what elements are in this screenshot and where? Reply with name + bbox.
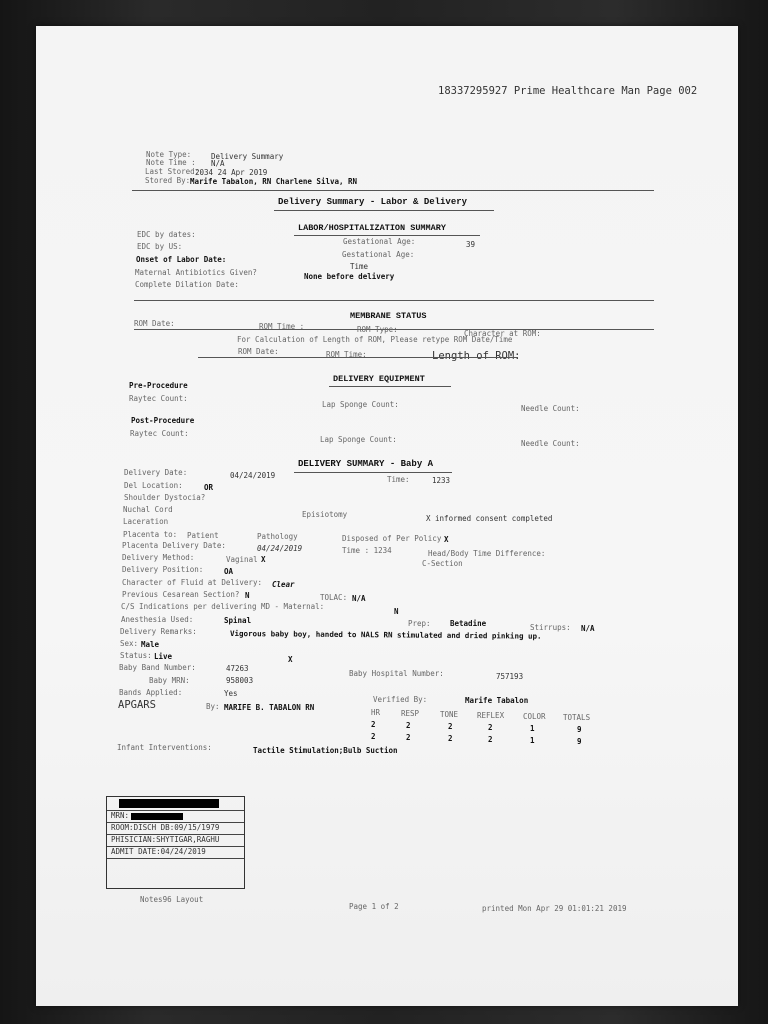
head-body-label: Head/Body Time Difference: bbox=[428, 549, 546, 558]
apgar-cell: 2 bbox=[371, 732, 376, 741]
method-label: Delivery Method: bbox=[122, 553, 195, 562]
hospital-number-value: 757193 bbox=[496, 672, 524, 681]
apgar-col-reflex: REFLEX bbox=[477, 711, 505, 720]
divider bbox=[198, 357, 518, 358]
page-title: Delivery Summary - Labor & Delivery bbox=[278, 197, 468, 207]
rom-time-label: ROM Time : bbox=[259, 322, 305, 331]
apgar-cell: 2 bbox=[448, 734, 453, 743]
fluid-label: Character of Fluid at Delivery: bbox=[122, 578, 262, 587]
laceration-label: Laceration bbox=[123, 517, 169, 526]
hospital-number-label: Baby Hospital Number: bbox=[349, 669, 444, 678]
prep-label: Prep: bbox=[408, 619, 431, 628]
placenta-date-label: Placenta Delivery Date: bbox=[122, 541, 226, 550]
band-number-label: Baby Band Number: bbox=[119, 663, 196, 672]
id-room-row: ROOM:DISCH DB:09/15/1979 bbox=[107, 822, 244, 832]
redaction-bar bbox=[119, 799, 219, 808]
placenta-patient: Patient bbox=[187, 531, 219, 540]
onset-label: Onset of Labor Date: bbox=[136, 255, 227, 264]
prep-value: Betadine bbox=[450, 619, 487, 628]
anesthesia-label: Anesthesia Used: bbox=[121, 615, 194, 624]
time-value: 1233 bbox=[432, 476, 451, 485]
shoulder-dystocia-label: Shoulder Dystocia? bbox=[124, 493, 206, 502]
apgar-cell: 2 bbox=[406, 721, 411, 730]
placenta-pathology: Pathology bbox=[257, 532, 298, 541]
method-mark: X bbox=[261, 555, 266, 564]
nuchal-cord-label: Nuchal Cord bbox=[123, 505, 173, 514]
footer-printed: printed Mon Apr 29 01:01:21 2019 bbox=[482, 904, 627, 913]
apgar-cell: 2 bbox=[371, 720, 376, 729]
fluid-value: Clear bbox=[272, 580, 295, 589]
lap-sponge-label-2: Lap Sponge Count: bbox=[320, 435, 397, 444]
note-time-value: N/A bbox=[211, 159, 225, 168]
needle-count-label-2: Needle Count: bbox=[521, 439, 580, 448]
labor-underline bbox=[294, 235, 480, 236]
edc-us-label: EDC by US: bbox=[137, 242, 183, 251]
rom-date-label: ROM Date: bbox=[134, 319, 175, 328]
title-underline bbox=[274, 210, 494, 211]
apgar-cell: 2 bbox=[448, 722, 453, 731]
apgar-cell: 1 bbox=[530, 736, 535, 745]
divider bbox=[132, 190, 654, 191]
prev-cs-label: Previous Cesarean Section? bbox=[122, 590, 240, 599]
maternal-label: Maternal Antibiotics Given? bbox=[135, 268, 257, 277]
last-stored-value: 2034 24 Apr 2019 bbox=[195, 168, 268, 177]
bands-applied-label: Bands Applied: bbox=[119, 688, 183, 697]
apgar-col-color: COLOR bbox=[523, 712, 546, 721]
delivery-date-label: Delivery Date: bbox=[124, 468, 188, 477]
redaction-bar bbox=[131, 813, 183, 820]
calc-note: For Calculation of Length of ROM, Please retype ROM Date/Time bbox=[237, 335, 513, 344]
verified-by-label: Verified By: bbox=[373, 695, 428, 704]
bands-applied-value: Yes bbox=[224, 689, 238, 698]
lap-sponge-label: Lap Sponge Count: bbox=[322, 400, 399, 409]
apgar-cell: 2 bbox=[488, 735, 493, 744]
note-type-label: Note Type: bbox=[146, 150, 192, 159]
cs-indications-value: N bbox=[394, 607, 399, 616]
time-label: Time bbox=[350, 262, 369, 271]
baby-heading: DELIVERY SUMMARY - Baby A bbox=[298, 459, 434, 469]
labor-heading: LABOR/HOSPITALIZATION SUMMARY bbox=[298, 223, 446, 233]
status-mark: X bbox=[288, 655, 293, 664]
note-time-label: Note Time : bbox=[146, 158, 196, 167]
rom-time-label-2: ROM Time: bbox=[326, 350, 367, 359]
stirrups-value: N/A bbox=[581, 624, 595, 633]
apgar-col-hr: HR bbox=[371, 708, 381, 717]
gest-age-value: 39 bbox=[466, 240, 476, 249]
needle-count-label: Needle Count: bbox=[521, 404, 580, 413]
document-page bbox=[36, 26, 738, 1006]
episiotomy-label: Episiotomy bbox=[302, 510, 348, 519]
position-value: OA bbox=[224, 567, 234, 576]
tolac-label: TOLAC: bbox=[320, 593, 348, 602]
cs-indications-label: C/S Indications per delivering MD - Maternal: bbox=[121, 602, 325, 611]
disposed-mark: X bbox=[444, 535, 449, 544]
time-label-2: Time: bbox=[387, 475, 410, 484]
remarks-label: Delivery Remarks: bbox=[120, 627, 197, 636]
band-number-value: 47263 bbox=[226, 664, 249, 673]
apgar-col-resp: RESP bbox=[401, 709, 420, 718]
length-rom-label: Length of ROM: bbox=[432, 350, 521, 362]
rom-date-label-2: ROM Date: bbox=[238, 347, 279, 356]
prev-cs-value: N bbox=[245, 591, 250, 600]
apgar-col-totals: TOTALS bbox=[563, 713, 591, 722]
membrane-heading: MEMBRANE STATUS bbox=[350, 311, 427, 321]
dilation-label: Complete Dilation Date: bbox=[135, 280, 239, 289]
baby-underline bbox=[294, 472, 452, 473]
csection-label: C-Section bbox=[422, 559, 463, 568]
remarks-value: Vigorous baby boy, handed to NALS RN stimulated and dried pinking up. bbox=[229, 629, 542, 641]
status-value: Live bbox=[154, 652, 173, 661]
del-location-value: OR bbox=[204, 483, 214, 492]
footer-layout: Notes96 Layout bbox=[140, 895, 204, 904]
stored-by-label: Stored By: bbox=[145, 176, 191, 185]
informed-consent: X informed consent completed bbox=[426, 514, 553, 523]
pre-procedure-label: Pre-Procedure bbox=[129, 381, 188, 390]
id-mrn-row bbox=[107, 810, 244, 820]
id-mrn-label: MRN: bbox=[111, 811, 130, 820]
id-admit-row: ADMIT DATE:04/24/2019 bbox=[107, 846, 244, 856]
apgar-cell: 2 bbox=[488, 723, 493, 732]
by-label: By: bbox=[206, 702, 220, 711]
footer-page: Page 1 of 2 bbox=[349, 902, 399, 911]
anesthesia-value: Spinal bbox=[224, 616, 252, 625]
method-value: Vaginal bbox=[226, 555, 258, 564]
divider bbox=[134, 300, 654, 301]
gest-age-label: Gestational Age: bbox=[343, 237, 416, 246]
apgars-label: APGARS bbox=[118, 699, 156, 711]
delivery-date-value: 04/24/2019 bbox=[230, 471, 276, 480]
apgar-cell: 9 bbox=[577, 725, 582, 734]
gest-age-label-2: Gestational Age: bbox=[342, 250, 415, 259]
position-label: Delivery Position: bbox=[122, 565, 204, 574]
raytec-count-label: Raytec Count: bbox=[129, 394, 188, 403]
apgar-cell: 2 bbox=[406, 733, 411, 742]
equipment-heading: DELIVERY EQUIPMENT bbox=[333, 374, 425, 384]
note-type-value: Delivery Summary bbox=[211, 152, 284, 161]
id-physician-row: PHISICIAN:SHYTIGAR,RAGHU bbox=[107, 834, 244, 844]
patient-id-card bbox=[106, 796, 245, 889]
interventions-value: Tactile Stimulation;Bulb Suction bbox=[253, 746, 398, 755]
time-1234: Time : 1234 bbox=[342, 546, 392, 555]
placenta-date-value: 04/24/2019 bbox=[257, 544, 303, 553]
edc-dates-label: EDC by dates: bbox=[137, 230, 196, 239]
stirrups-label: Stirrups: bbox=[530, 623, 571, 632]
sex-value: Male bbox=[141, 640, 160, 649]
status-label: Status: bbox=[120, 651, 152, 660]
fax-header: 18337295927 Prime Healthcare Man Page 002 bbox=[438, 85, 698, 97]
equipment-underline bbox=[329, 386, 451, 387]
stored-by-value: Marife Tabalon, RN Charlene Silva, RN bbox=[190, 177, 358, 186]
placenta-to-label: Placenta to: bbox=[123, 530, 178, 539]
last-stored-label: Last Stored: bbox=[145, 167, 200, 176]
tolac-value: N/A bbox=[352, 594, 366, 603]
baby-mrn-label: Baby MRN: bbox=[149, 676, 190, 685]
apgar-cell: 9 bbox=[577, 737, 582, 746]
baby-mrn-value: 958003 bbox=[226, 676, 254, 685]
raytec-count-label-2: Raytec Count: bbox=[130, 429, 189, 438]
del-location-label: Del Location: bbox=[124, 481, 183, 490]
post-procedure-label: Post-Procedure bbox=[131, 416, 195, 425]
rom-type-label: ROM Type: bbox=[357, 325, 398, 334]
disposed-label: Disposed of Per Policy bbox=[342, 534, 442, 543]
apgar-col-tone: TONE bbox=[440, 710, 459, 719]
verified-by-value: Marife Tabalon bbox=[465, 696, 529, 705]
interventions-label: Infant Interventions: bbox=[117, 743, 212, 752]
character-label: Character at ROM: bbox=[464, 329, 541, 338]
maternal-value: None before delivery bbox=[304, 272, 395, 281]
by-value: MARIFE B. TABALON RN bbox=[224, 703, 315, 712]
divider bbox=[107, 858, 244, 859]
sex-label: Sex: bbox=[120, 639, 139, 648]
apgar-cell: 1 bbox=[530, 724, 535, 733]
